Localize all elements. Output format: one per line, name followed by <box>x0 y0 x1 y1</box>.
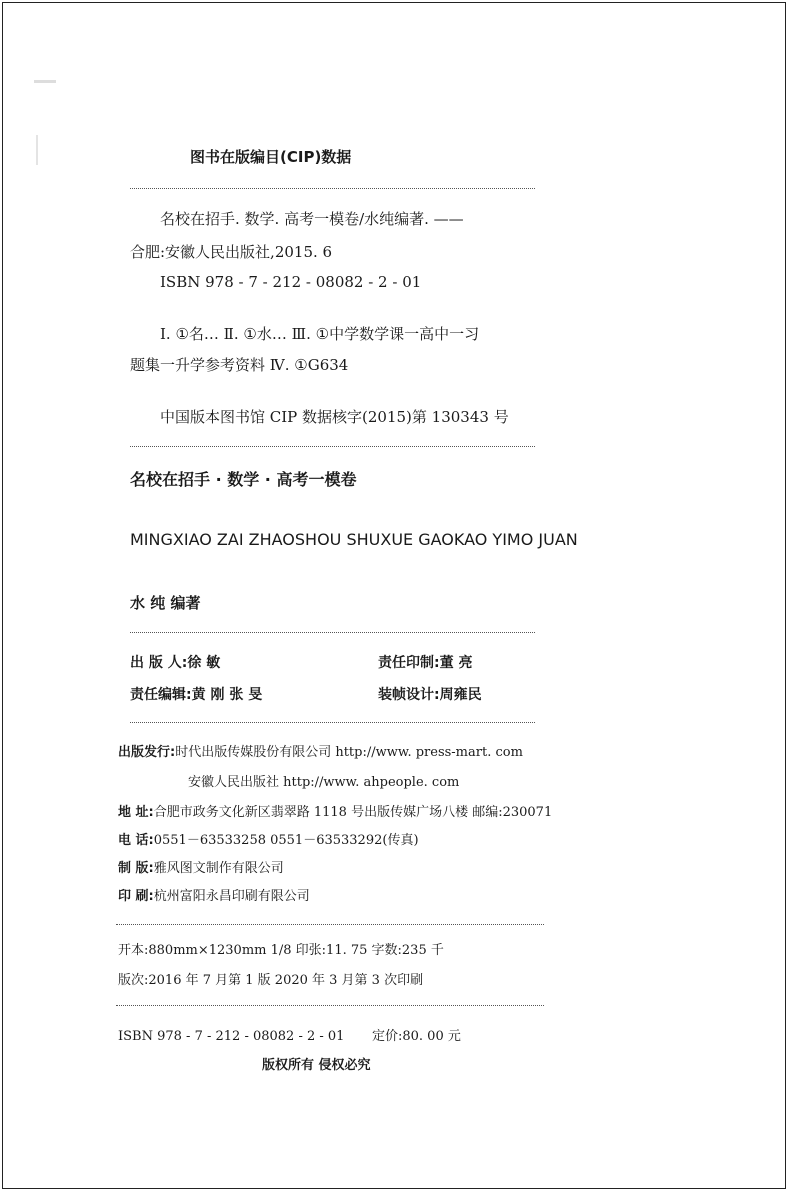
cip-line-2: 合肥:安徽人民出版社,2015. 6 <box>130 243 333 261</box>
scan-mark <box>34 80 56 83</box>
phone: 0551－63533258 0551－63533292(传真) <box>153 833 419 848</box>
cip-heading: 图书在版编目(CIP)数据 <box>190 148 352 166</box>
address: 合肥市政务文化新区翡翠路 1118 号出版传媒广场八楼 邮编:230071 <box>153 805 553 820</box>
address-label: 地 址: <box>118 805 154 820</box>
cip-isbn: ISBN 978 - 7 - 212 - 08082 - 2 - 01 <box>160 273 422 291</box>
issuer-line <box>118 746 523 759</box>
issuer-label: 出版发行: <box>118 745 176 760</box>
divider <box>130 188 535 189</box>
divider <box>116 1005 544 1006</box>
press: 安徽人民出版社 http://www. ahpeople. com <box>188 775 460 790</box>
typeset-label: 制 版: <box>118 861 154 876</box>
print-label: 印 刷: <box>118 889 154 904</box>
publisher-person: 出 版 人:徐 敏 <box>130 655 221 671</box>
print-manager: 责任印制:董 亮 <box>378 655 473 671</box>
scan-mark <box>36 135 38 165</box>
printer: 杭州富阳永昌印刷有限公司 <box>153 889 310 904</box>
author: 水 纯 编著 <box>130 594 201 612</box>
divider <box>130 632 535 633</box>
cip-record-number: 中国版本图书馆 CIP 数据核字(2015)第 130343 号 <box>160 408 509 426</box>
divider <box>130 446 535 447</box>
issuer: 时代出版传媒股份有限公司 http://www. press-mart. com <box>175 745 523 760</box>
divider <box>116 924 544 925</box>
editor: 责任编辑:黄 刚 张 旻 <box>130 687 263 703</box>
edition-info: 版次:2016 年 7 月第 1 版 2020 年 3 月第 3 次印刷 <box>118 973 424 988</box>
divider <box>130 722 535 723</box>
cip-line-1: 名校在招手. 数学. 高考一模卷/水纯编著. —— <box>160 210 464 228</box>
phone-line <box>118 834 419 847</box>
rights-notice: 版权所有 侵权必究 <box>262 1058 371 1073</box>
cip-classification-1: Ⅰ. ①名… Ⅱ. ①水… Ⅲ. ①中学数学课一高中一习 <box>160 325 480 343</box>
phone-label: 电 话: <box>118 833 154 848</box>
footer-isbn: ISBN 978 - 7 - 212 - 08082 - 2 - 01 <box>118 1029 345 1044</box>
designer: 装帧设计:周雍民 <box>378 687 482 703</box>
typeset-line <box>118 862 284 875</box>
price: 定价:80. 00 元 <box>372 1029 461 1044</box>
typeset: 雅风图文制作有限公司 <box>153 861 284 876</box>
format-spec: 开本:880mm×1230mm 1/8 印张:11. 75 字数:235 千 <box>118 943 444 958</box>
address-line <box>118 806 552 819</box>
printer-line <box>118 890 310 903</box>
book-title-pinyin: MINGXIAO ZAI ZHAOSHOU SHUXUE GAOKAO YIMO JUAN <box>130 530 578 549</box>
cip-classification-2: 题集一升学参考资料 Ⅳ. ①G634 <box>130 356 349 374</box>
book-title: 名校在招手 · 数学 · 高考一模卷 <box>130 470 357 489</box>
